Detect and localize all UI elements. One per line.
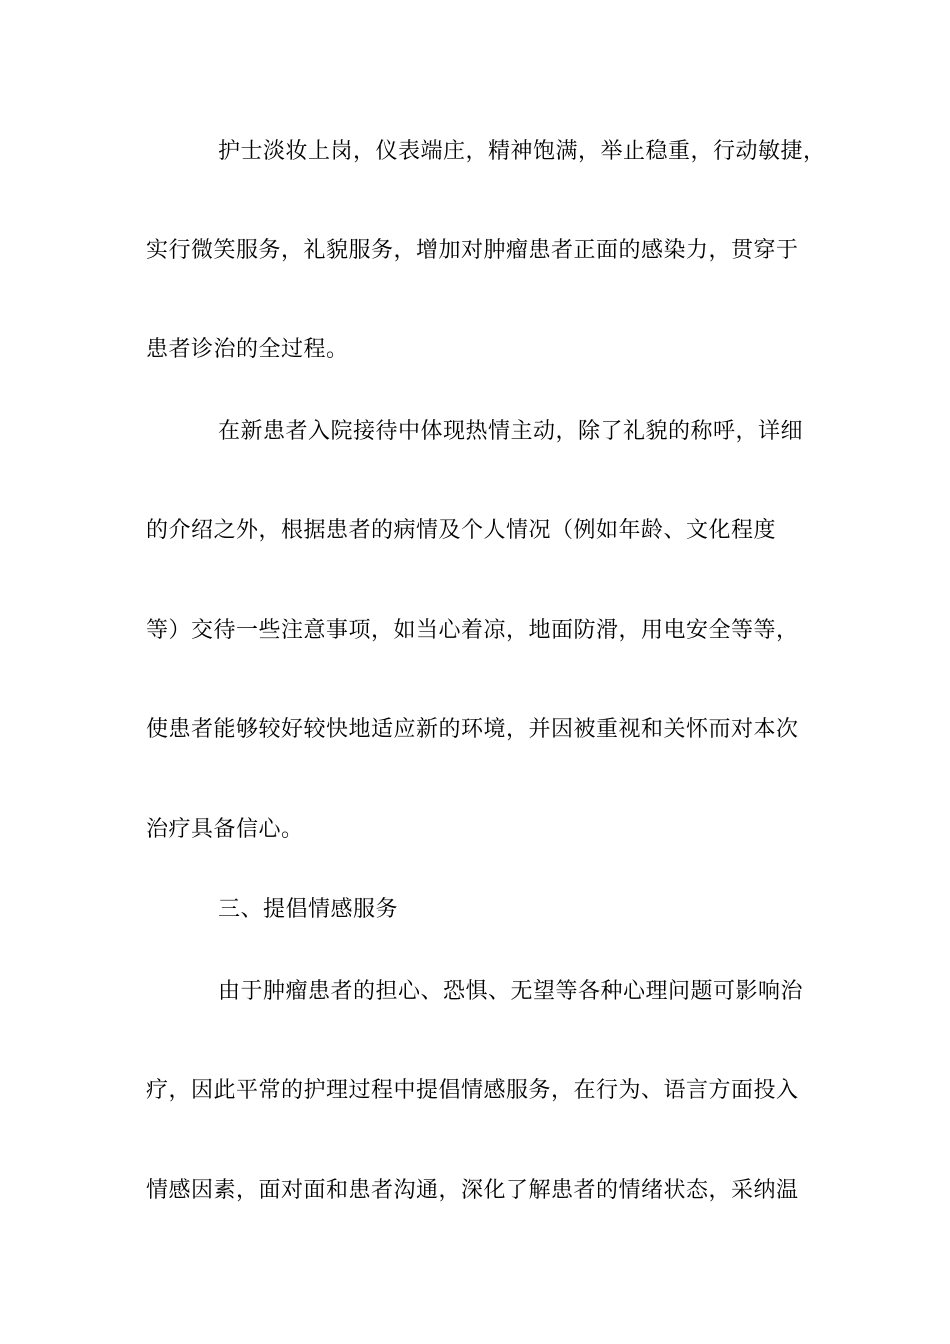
paragraph-3-line-2: 疗，因此平常的护理过程中提倡情感服务，在行为、语言方面投入	[146, 1078, 799, 1103]
paragraph-2-line-1: 在新患者入院接待中体现热情主动，除了礼貌的称呼，详细	[218, 419, 804, 444]
paragraph-2-line-2: 的介绍之外，根据患者的病情及个人情况（例如年龄、文化程度	[146, 518, 777, 543]
paragraph-1-line-1: 护士淡妆上岗，仪表端庄，精神饱满，举止稳重，行动敏捷，	[218, 139, 826, 164]
paragraph-3-line-1: 由于肿瘤患者的担心、恐惧、无望等各种心理问题可影响治	[218, 979, 804, 1004]
paragraph-3-line-3: 情感因素，面对面和患者沟通，深化了解患者的情绪状态，采纳温	[146, 1178, 799, 1203]
paragraph-2-line-4: 使患者能够较好较快地适应新的环境，并因被重视和关怀而对本次	[146, 717, 799, 742]
section-heading: 三、提倡情感服务	[218, 897, 399, 922]
paragraph-2-line-5: 治疗具备信心。	[146, 817, 304, 842]
paragraph-1-line-3: 患者诊治的全过程。	[146, 337, 349, 362]
paragraph-1-line-2: 实行微笑服务，礼貌服务，增加对肿瘤患者正面的感染力，贯穿于	[146, 238, 799, 263]
paragraph-2-line-3: 等）交待一些注意事项，如当心着凉，地面防滑，用电安全等等，	[146, 618, 799, 643]
